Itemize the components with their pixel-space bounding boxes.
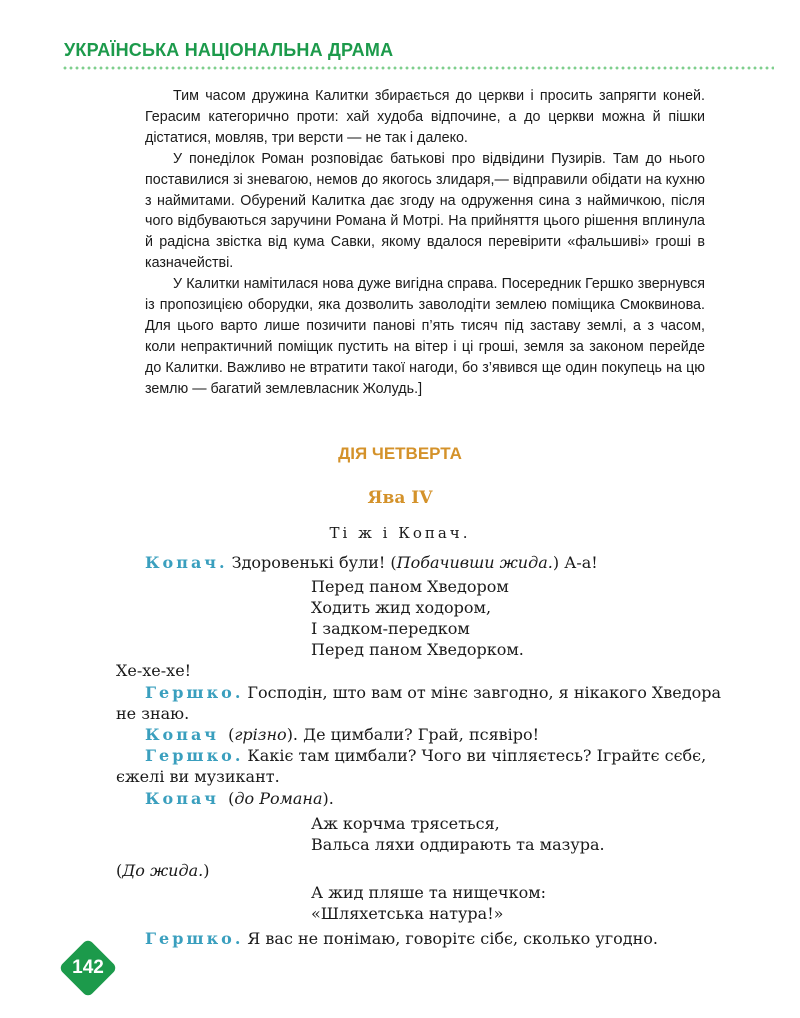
speaker-name: Копач [145, 725, 220, 744]
dialogue-line: Копач (грізно). Де цимбали? Грай, псявіро! [145, 725, 540, 744]
dialogue-line [145, 928, 658, 949]
summary-paragraph-2: У понеділок Роман розповідає батькові про відвідини Пузирів. Там до нього поставилися зі зневагою, немов до якогось злидаря,— відправили обідати на кухню з наймитами. Обурений Калитка дає згоду на одруження сина з наймичкою, після чого відбуваються заручини Романа й Мотрі. На прийняття цього рішення вплинула й радісна звістка від кума Савки, якому вдалося перевірити «фальшиві» гроші в казначействі. [145, 150, 705, 272]
verse-line: Вальса ляхи оддирають та мазура. [311, 835, 605, 854]
speaker-name: Гершко. [145, 683, 244, 702]
dialogue-text: Какіє там цимбали? Чого ви чіпляєтесь? Іграйтє сєбє, [247, 746, 707, 765]
dialogue-line: Копач (до Романа). [145, 789, 334, 808]
stage-direction: грізно [234, 725, 287, 744]
dialogue-text: ) А-а! [552, 553, 598, 572]
dialogue-text: Я вас не понімаю, говорітє сібє, сколько угодно. [247, 929, 658, 948]
stage-direction: Побачивши жида. [396, 553, 553, 572]
speaker-name: Гершко. [145, 929, 244, 948]
verse-line: Ходить жид ходором, [311, 598, 492, 617]
scene-title: Ява IV [367, 488, 433, 508]
verse-line: І задком-передком [311, 619, 470, 638]
verse-line: Перед паном Хведорком. [311, 640, 524, 659]
verse-line: Аж корчма трясеться, [311, 814, 500, 833]
stage-direction: До жида. [122, 861, 204, 880]
dialogue-text: Здоровенькі були! ( [231, 553, 397, 572]
dialogue-text: єжелі ви музикант. [116, 767, 280, 786]
dialogue-line [145, 682, 721, 703]
speaker-name: Копач [145, 789, 220, 808]
dialogue-line [145, 552, 598, 573]
speaker-name: Гершко. [145, 746, 244, 765]
stage-direction-line: (До жида.) [116, 861, 210, 880]
summary-paragraph-1: Тим часом дружина Калитки збирається до церкви і просить запрягти коней. Герасим категорично проти: хай худоба відпочине, а до церкви можна й пішки дістатися, мовляв, три версти — не так і далеко. [145, 88, 705, 146]
stage-direction: до Романа [234, 789, 323, 808]
act-title: ДІЯ ЧЕТВЕРТА [338, 444, 462, 463]
verse-line: «Шляхетська натура!» [311, 904, 504, 923]
page-number: 142 [72, 957, 104, 978]
summary-paragraph-3: У Калитки намітилася нова дуже вигідна справа. Посередник Гершко звернувся із пропозицією оборудки, яка дозволить заволодіти землею поміщика Смоквинова. Для цього варто лише позичити панові п’ять тисяч під заставу землі, а з часом, коли непрактичний поміщик пустить на вітер і ці гроші, земля за законом перейде до Калитки. Важливо не втратити такої нагоди, бо з’явився ще один покупець на цю землю — багатий землевласник Жолудь.] [145, 276, 705, 397]
dialogue-text: Господін, што вам от мінє завгодно, я нікакого Хведора [247, 683, 722, 702]
summary-text [145, 86, 705, 400]
verse-line: А жид пляше та нищечком: [311, 883, 547, 902]
speaker-name: Копач. [145, 553, 228, 572]
dialogue-line [145, 745, 706, 766]
dialogue-text: Хе-хе-хе! [116, 661, 192, 680]
header-dotted-rule [62, 66, 774, 70]
scene-cast: Ті ж і Копач. [329, 524, 471, 542]
section-header: УКРАЇНСЬКА НАЦІОНАЛЬНА ДРАМА [64, 40, 394, 60]
dialogue-text: ). Де цимбали? Грай, псявіро! [286, 725, 540, 744]
dialogue-text: не знаю. [116, 704, 190, 723]
verse-line: Перед паном Хведором [311, 577, 509, 596]
